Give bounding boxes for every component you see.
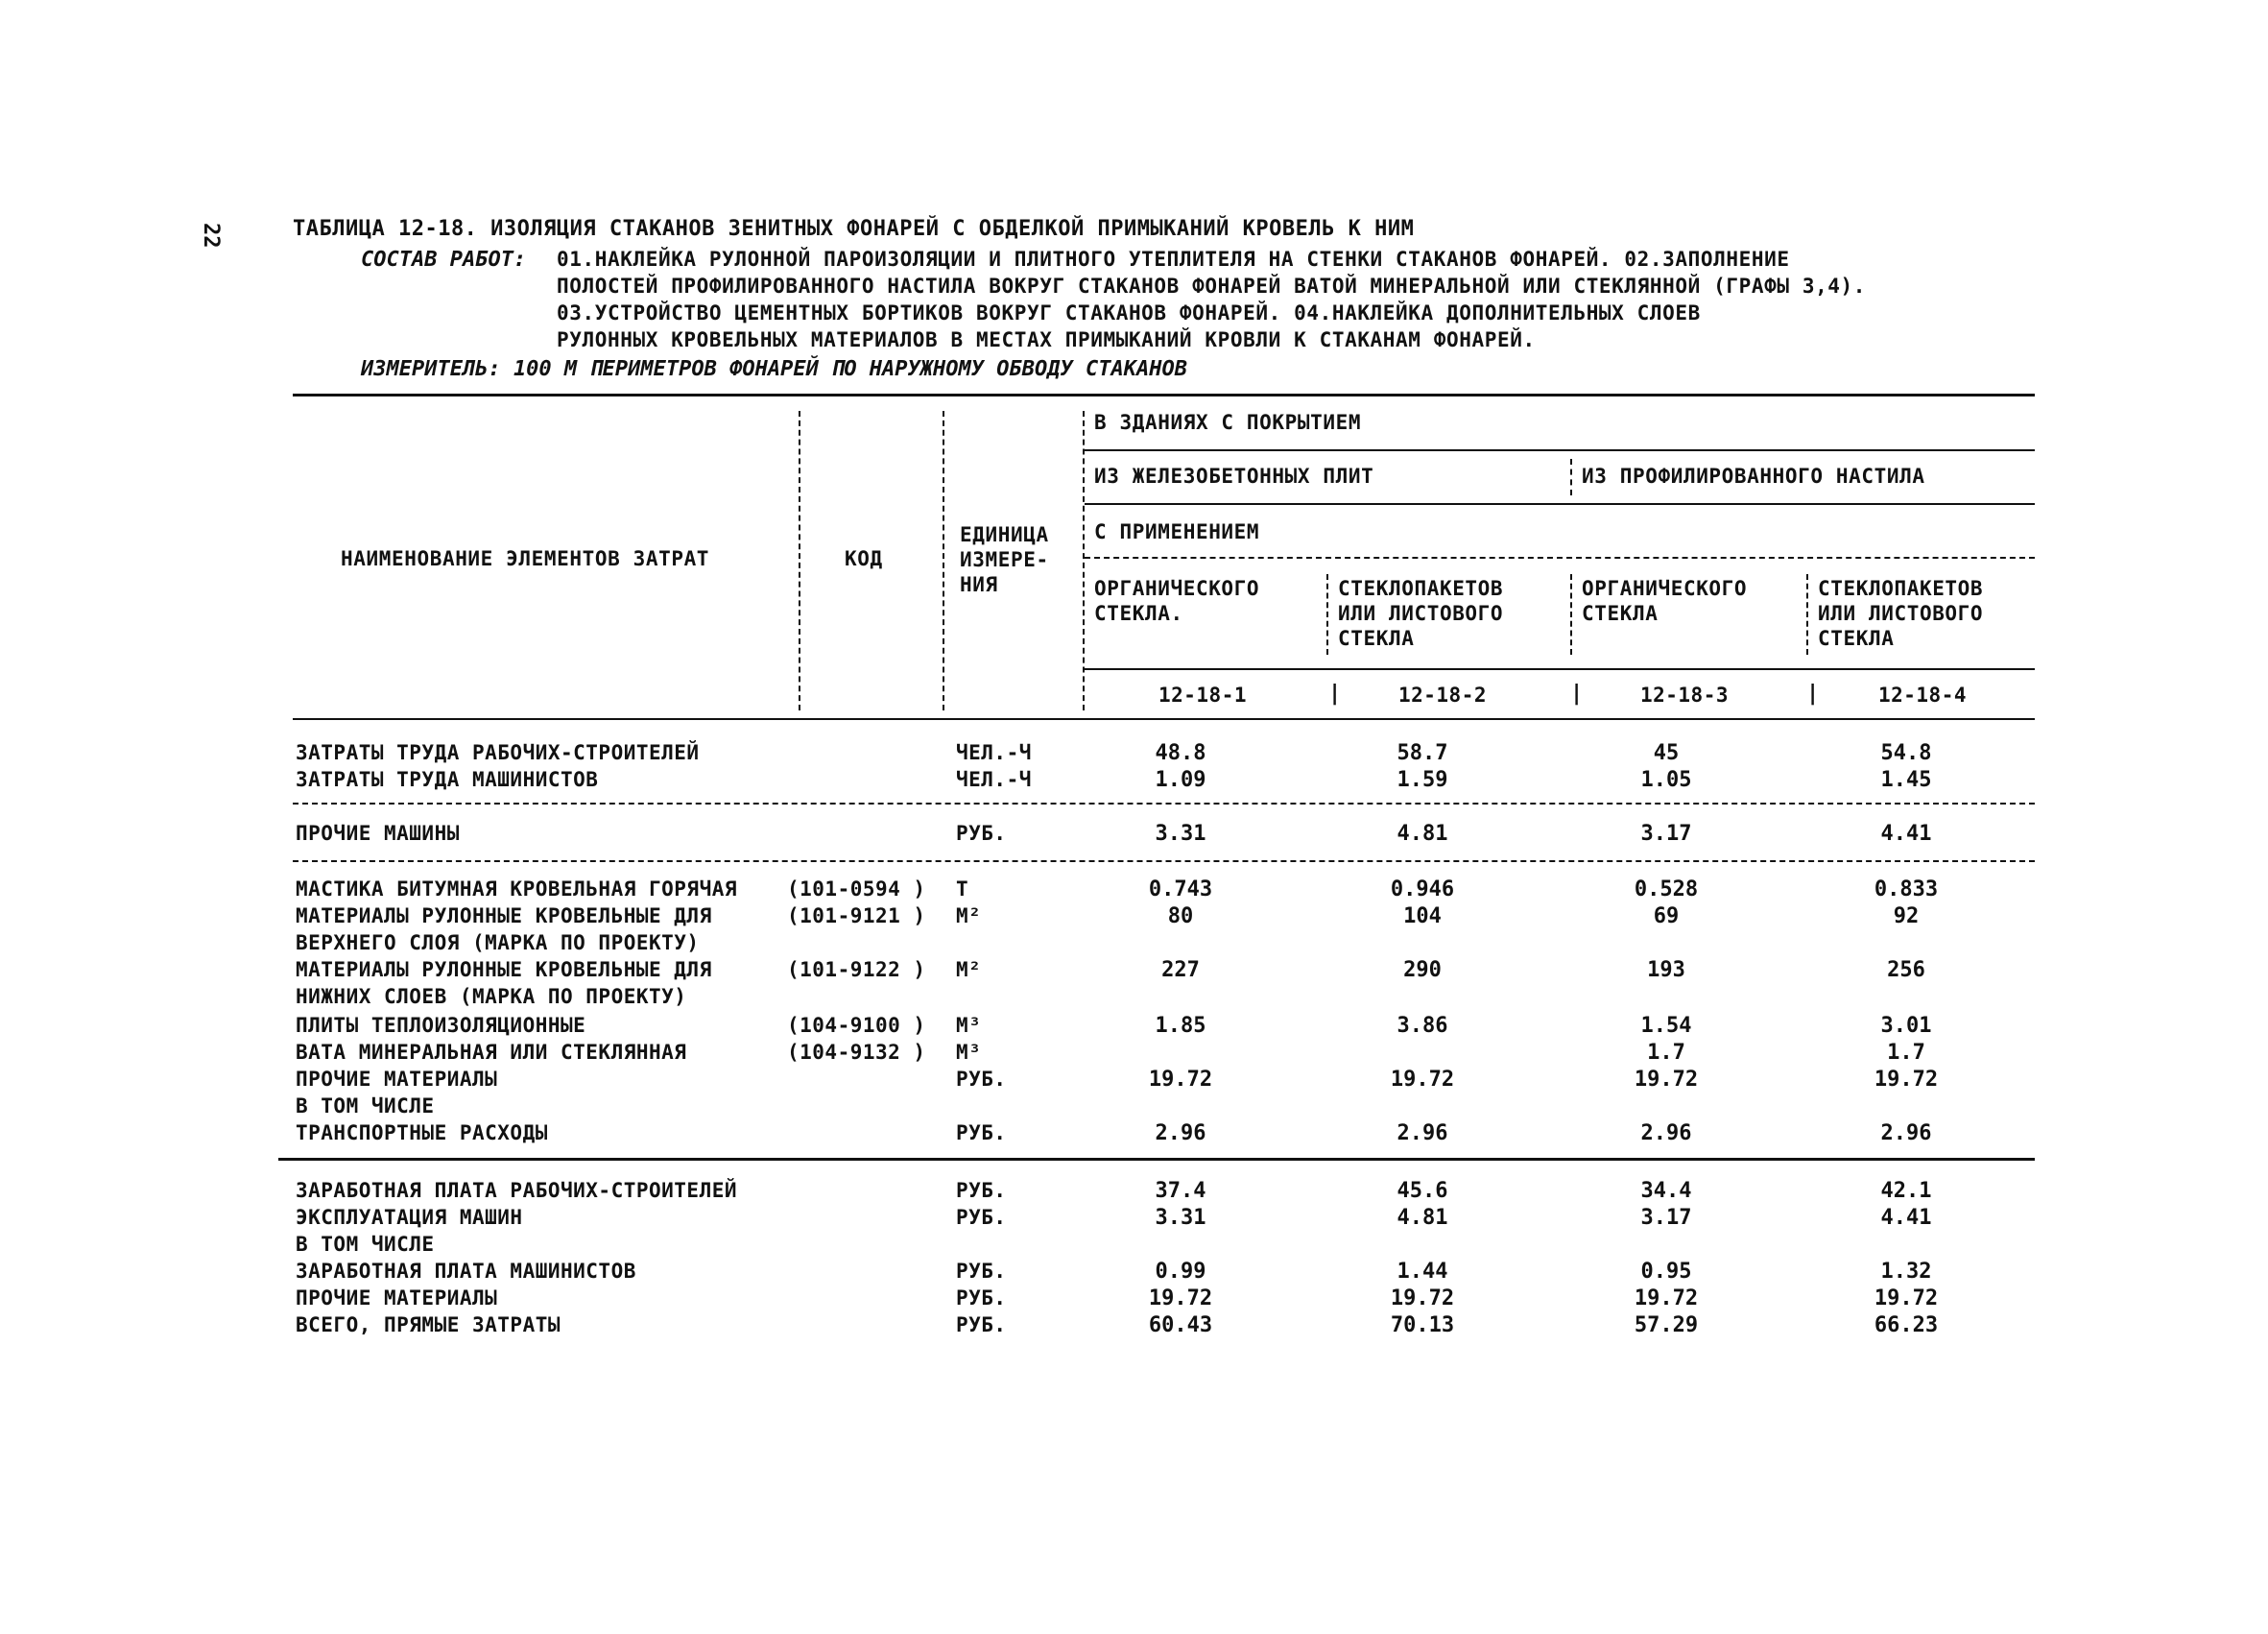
row-value: 19.72	[1148, 1068, 1213, 1092]
row-value: 19.72	[1390, 1286, 1455, 1310]
page-number: 22	[199, 223, 223, 249]
row-value: 0.743	[1148, 877, 1213, 901]
row-value: 34.4	[1640, 1179, 1692, 1203]
header-name-column: НАИМЕНОВАНИЕ ЭЛЕМЕНТОВ ЗАТРАТ	[341, 547, 710, 570]
header-sub-column: СТЕКЛОПАКЕТОВ ИЛИ ЛИСТОВОГО СТЕКЛА	[1818, 577, 1984, 650]
row-value: 19.72	[1874, 1286, 1939, 1310]
row-name: ВСЕГО, ПРЯМЫЕ ЗАТРАТЫ	[296, 1313, 561, 1336]
header-bottom-rule	[293, 718, 2035, 720]
row-value: 70.13	[1390, 1313, 1455, 1337]
row-name: НИЖНИХ СЛОЕВ (МАРКА ПО ПРОЕКТУ)	[296, 985, 687, 1008]
header-sub-column: СТЕКЛОПАКЕТОВ ИЛИ ЛИСТОВОГО СТЕКЛА	[1338, 577, 1504, 650]
row-unit: РУБ.	[956, 1313, 1007, 1336]
row-value: 66.23	[1874, 1313, 1939, 1337]
row-value: 3.17	[1640, 1206, 1692, 1230]
row-name: ЗАРАБОТНАЯ ПЛАТА МАШИНИСТОВ	[296, 1260, 636, 1283]
row-value: 227	[1161, 958, 1200, 982]
row-value: 54.8	[1880, 741, 1932, 765]
code-separator: |	[1570, 682, 1584, 706]
row-value: 1.45	[1880, 768, 1932, 792]
row-value: 37.4	[1155, 1179, 1206, 1203]
row-value: 1.05	[1640, 768, 1692, 792]
row-unit: РУБ.	[956, 1121, 1007, 1144]
composition-line: 01.НАКЛЕЙКА РУЛОННОЙ ПАРОИЗОЛЯЦИИ И ПЛИТНОГО УТЕПЛИТЕЛЯ НА СТЕНКИ СТАКАНОВ ФОНАРЕЙ. 02.ЗАПОЛНЕНИЕ	[557, 248, 1790, 271]
row-value: 45.6	[1397, 1179, 1448, 1203]
composition-line: 03.УСТРОЙСТВО ЦЕМЕНТНЫХ БОРТИКОВ ВОКРУГ СТАКАНОВ ФОНАРЕЙ. 04.НАКЛЕЙКА ДОПОЛНИТЕЛЬНЫХ СЛОЕВ	[557, 301, 1701, 324]
header-group-profiled: ИЗ ПРОФИЛИРОВАННОГО НАСТИЛА	[1582, 465, 1925, 488]
row-unit: РУБ.	[956, 1260, 1007, 1283]
measure-unit: ИЗМЕРИТЕЛЬ: 100 М ПЕРИМЕТРОВ ФОНАРЕЙ ПО НАРУЖНОМУ ОБВОДУ СТАКАНОВ	[361, 357, 1187, 381]
header-group-concrete: ИЗ ЖЕЛЕЗОБЕТОННЫХ ПЛИТ	[1094, 465, 1374, 488]
row-value: 1.54	[1640, 1014, 1692, 1038]
row-unit: М³	[956, 1041, 982, 1064]
row-value: 2.96	[1640, 1121, 1692, 1145]
row-value: 19.72	[1874, 1068, 1939, 1092]
row-name: ПЛИТЫ ТЕПЛОИЗОЛЯЦИОННЫЕ	[296, 1014, 586, 1037]
header-rule	[1085, 449, 2035, 451]
header-rule	[1085, 503, 2035, 505]
row-unit: РУБ.	[956, 1179, 1007, 1202]
row-unit: М³	[956, 1014, 982, 1037]
header-sub-column: ОРГАНИЧЕСКОГО СТЕКЛА	[1582, 577, 1748, 625]
column-divider	[1326, 574, 1328, 655]
header-sub-column: ОРГАНИЧЕСКОГО СТЕКЛА.	[1094, 577, 1260, 625]
row-value: 290	[1403, 958, 1442, 982]
row-name: ЗАРАБОТНАЯ ПЛАТА РАБОЧИХ-СТРОИТЕЛЕЙ	[296, 1179, 738, 1202]
row-name: ЭКСПЛУАТАЦИЯ МАШИН	[296, 1206, 523, 1229]
row-value: 58.7	[1397, 741, 1448, 765]
row-value: 92	[1893, 904, 1920, 928]
column-divider	[1083, 411, 1085, 710]
row-value: 3.86	[1397, 1014, 1448, 1038]
column-divider	[1570, 459, 1572, 495]
row-name: МАТЕРИАЛЫ РУЛОННЫЕ КРОВЕЛЬНЫЕ ДЛЯ	[296, 958, 712, 981]
row-value: 0.946	[1390, 877, 1455, 901]
code-separator: |	[1328, 682, 1342, 706]
row-value: 60.43	[1148, 1313, 1213, 1337]
row-value: 2.96	[1397, 1121, 1448, 1145]
column-divider	[1806, 574, 1808, 655]
column-code: 12-18-3	[1639, 684, 1729, 707]
column-code: 12-18-1	[1158, 684, 1247, 707]
row-code: (101-0594 )	[787, 877, 926, 901]
row-code: (104-9100 )	[787, 1014, 926, 1037]
header-application: С ПРИМЕНЕНИЕМ	[1094, 520, 1260, 543]
composition-line: ПОЛОСТЕЙ ПРОФИЛИРОВАННОГО НАСТИЛА ВОКРУГ СТАКАНОВ ФОНАРЕЙ ВАТОЙ МИНЕРАЛЬНОЙ ИЛИ СТЕКЛЯННОЙ (ГРАФЫ 3,4).	[557, 275, 1867, 298]
row-name: ВЕРХНЕГО СЛОЯ (МАРКА ПО ПРОЕКТУ)	[296, 931, 700, 954]
row-value: 0.99	[1155, 1260, 1206, 1284]
composition-label: СОСТАВ РАБОТ:	[361, 248, 527, 272]
row-value: 1.59	[1397, 768, 1448, 792]
table-title: ТАБЛИЦА 12-18. ИЗОЛЯЦИЯ СТАКАНОВ ЗЕНИТНЫХ ФОНАРЕЙ С ОБДЕЛКОЙ ПРИМЫКАНИЙ КРОВЕЛЬ К НИМ	[293, 217, 1415, 241]
row-name: В ТОМ ЧИСЛЕ	[296, 1094, 435, 1117]
header-unit-column: ЕДИНИЦА ИЗМЕРЕ- НИЯ	[960, 523, 1049, 596]
row-name: МАСТИКА БИТУМНАЯ КРОВЕЛЬНАЯ ГОРЯЧАЯ	[296, 877, 738, 901]
row-code: (101-9122 )	[787, 958, 926, 981]
row-value: 1.7	[1887, 1041, 1925, 1065]
column-divider	[1570, 574, 1572, 655]
section-rule	[278, 1158, 2035, 1161]
row-unit: РУБ.	[956, 1286, 1007, 1310]
section-rule	[293, 860, 2035, 862]
row-name: МАТЕРИАЛЫ РУЛОННЫЕ КРОВЕЛЬНЫЕ ДЛЯ	[296, 904, 712, 927]
row-value: 1.09	[1155, 768, 1206, 792]
row-value: 48.8	[1155, 741, 1206, 765]
row-name: ПРОЧИЕ МАТЕРИАЛЫ	[296, 1068, 498, 1091]
row-value: 0.95	[1640, 1260, 1692, 1284]
row-value: 45	[1653, 741, 1680, 765]
row-name: ПРОЧИЕ МАТЕРИАЛЫ	[296, 1286, 498, 1310]
column-divider	[799, 411, 800, 710]
row-value: 42.1	[1880, 1179, 1932, 1203]
row-value: 193	[1647, 958, 1685, 982]
row-unit: М²	[956, 904, 982, 927]
row-name: ВАТА МИНЕРАЛЬНАЯ ИЛИ СТЕКЛЯННАЯ	[296, 1041, 687, 1064]
row-unit: Т	[956, 877, 969, 901]
header-rule	[1085, 557, 2035, 559]
section-rule	[293, 803, 2035, 805]
row-name: ЗАТРАТЫ ТРУДА РАБОЧИХ-СТРОИТЕЛЕЙ	[296, 741, 700, 764]
row-unit: РУБ.	[956, 822, 1007, 845]
row-code: (104-9132 )	[787, 1041, 926, 1064]
header-code-column: КОД	[845, 547, 883, 570]
row-value: 4.41	[1880, 822, 1932, 846]
row-value: 19.72	[1634, 1068, 1699, 1092]
row-name: ЗАТРАТЫ ТРУДА МАШИНИСТОВ	[296, 768, 599, 791]
row-name: В ТОМ ЧИСЛЕ	[296, 1233, 435, 1256]
row-name: ПРОЧИЕ МАШИНЫ	[296, 822, 460, 845]
row-value: 2.96	[1880, 1121, 1932, 1145]
row-value: 4.81	[1397, 822, 1448, 846]
row-value: 69	[1653, 904, 1680, 928]
code-separator: |	[1806, 682, 1820, 706]
composition-line: РУЛОННЫХ КРОВЕЛЬНЫХ МАТЕРИАЛОВ В МЕСТАХ ПРИМЫКАНИЙ КРОВЛИ К СТАКАНАМ ФОНАРЕЙ.	[557, 328, 1536, 351]
row-unit: М²	[956, 958, 982, 981]
row-unit: ЧЕЛ.-Ч	[956, 741, 1032, 764]
column-divider	[943, 411, 944, 710]
row-value: 3.17	[1640, 822, 1692, 846]
header-top-rule	[293, 394, 2035, 396]
row-name: ТРАНСПОРТНЫЕ РАСХОДЫ	[296, 1121, 548, 1144]
row-value: 4.41	[1880, 1206, 1932, 1230]
row-value: 4.81	[1397, 1206, 1448, 1230]
row-value: 1.32	[1880, 1260, 1932, 1284]
row-value: 1.44	[1397, 1260, 1448, 1284]
row-value: 256	[1887, 958, 1925, 982]
row-code: (101-9121 )	[787, 904, 926, 927]
column-code: 12-18-2	[1397, 684, 1487, 707]
row-value: 57.29	[1634, 1313, 1699, 1337]
header-rule	[1085, 668, 2035, 670]
row-unit: РУБ.	[956, 1206, 1007, 1229]
row-value: 3.31	[1155, 822, 1206, 846]
row-value: 19.72	[1148, 1286, 1213, 1310]
row-value: 0.833	[1874, 877, 1939, 901]
row-value: 80	[1167, 904, 1194, 928]
row-value: 19.72	[1634, 1286, 1699, 1310]
row-value: 1.85	[1155, 1014, 1206, 1038]
row-value: 3.31	[1155, 1206, 1206, 1230]
header-group-top: В ЗДАНИЯХ С ПОКРЫТИЕМ	[1094, 411, 1362, 434]
row-unit: ЧЕЛ.-Ч	[956, 768, 1032, 791]
row-value: 104	[1403, 904, 1442, 928]
row-value: 1.7	[1647, 1041, 1685, 1065]
row-value: 19.72	[1390, 1068, 1455, 1092]
row-value: 3.01	[1880, 1014, 1932, 1038]
row-value: 0.528	[1634, 877, 1699, 901]
row-value: 2.96	[1155, 1121, 1206, 1145]
row-unit: РУБ.	[956, 1068, 1007, 1091]
column-code: 12-18-4	[1877, 684, 1967, 707]
